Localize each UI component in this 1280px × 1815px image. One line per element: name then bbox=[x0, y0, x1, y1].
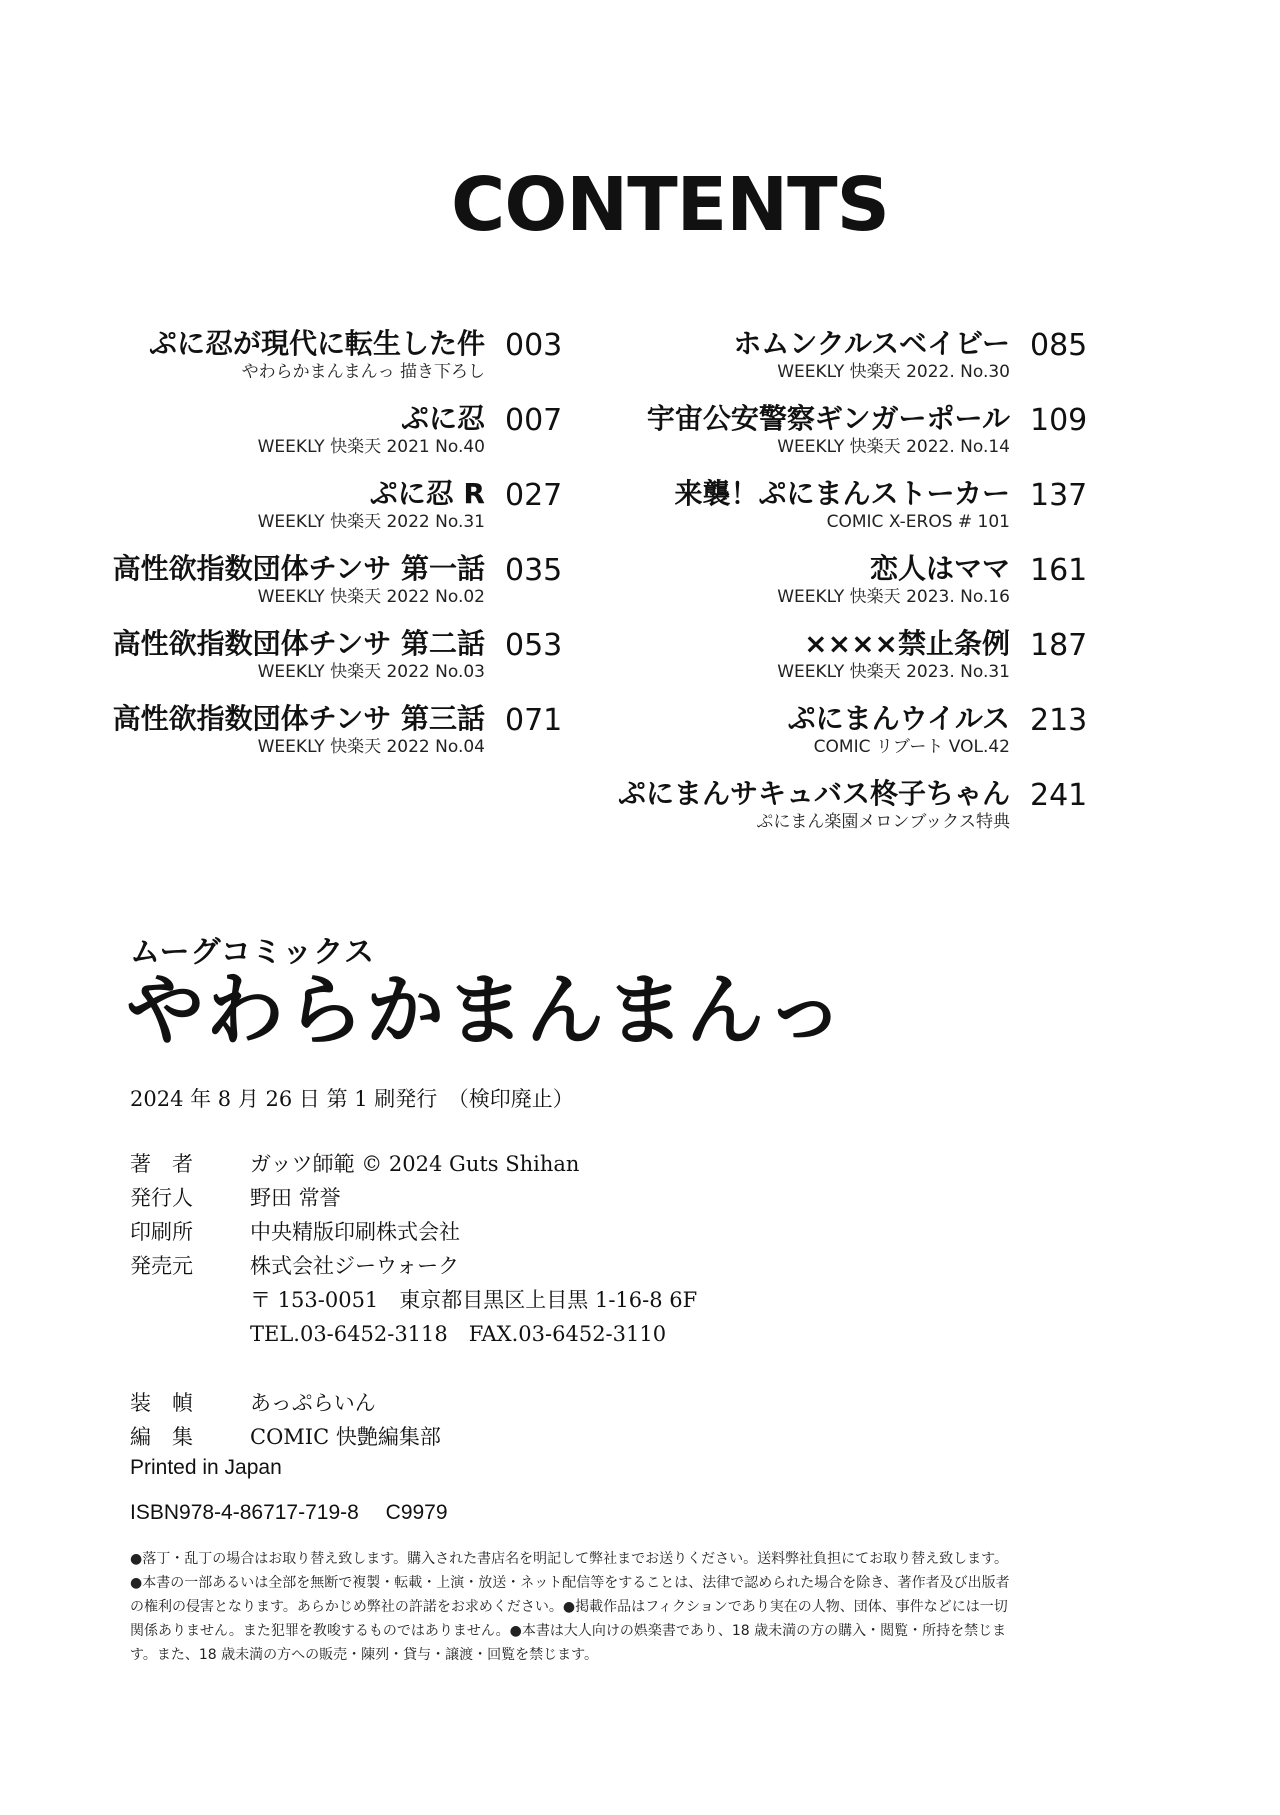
toc-entry-source: ぷにまん楽園メロンブックス特典 bbox=[756, 812, 1010, 832]
toc-entry-page: 213 bbox=[1030, 703, 1088, 738]
toc-entry-title: 高性欲指数団体チンサ 第一話 bbox=[112, 552, 485, 585]
isbn-code: ISBN978-4-86717-719-8 C9979 bbox=[130, 1501, 448, 1524]
toc-entry-page: 241 bbox=[1030, 778, 1088, 813]
toc-entry bbox=[95, 476, 575, 551]
credit-value: ガッツ師範 © 2024 Guts Shihan bbox=[250, 1152, 580, 1176]
toc-entry bbox=[600, 476, 1100, 551]
toc-entry bbox=[600, 326, 1100, 401]
toc-entry bbox=[600, 776, 1100, 851]
toc-entry-page: 035 bbox=[505, 553, 563, 588]
series-label: ムーグコミックス bbox=[130, 935, 375, 970]
credit-value: 野田 常誉 bbox=[250, 1186, 341, 1210]
credit-label: 発行人 bbox=[130, 1186, 193, 1210]
toc-entry-page: 187 bbox=[1030, 628, 1088, 663]
credit-value: 中央精版印刷株式会社 bbox=[250, 1220, 460, 1244]
toc-entry-title: 宇宙公安警察ギンガーポール bbox=[646, 402, 1010, 435]
legal-notice: ●落丁・乱丁の場合はお取り替え致します。購入された書店名を明記して弊社までお送りください。送料弊社負担にてお取り替え致します。●本書の一部あるいは全部を無断で複製・転載・上演・放送・ネット配信等をすることは、法律で認められた場合を除き、著作者及び出版者の権利の侵害となります。あらかじめ弊社の許諾をお求めください。●掲載作品はフィクションであり実在の人物、団体、事件などには一切関係ありません。また犯罪を教唆するものではありません。●本書は大人向けの娯楽書であり、18 歳未満の方の購入・閲覧・所持を禁じます。また、18 歳未満の方への販売・陳列・貸与・譲渡・回覧を禁じます。 bbox=[130, 1551, 1010, 1663]
toc-entry-source: WEEKLY 快楽天 2022 No.04 bbox=[257, 737, 485, 757]
toc-entry-page: 109 bbox=[1030, 403, 1088, 438]
credit-label: 印刷所 bbox=[130, 1220, 193, 1244]
toc-entry-source: WEEKLY 快楽天 2023. No.16 bbox=[777, 587, 1010, 607]
toc-entry-title: 高性欲指数団体チンサ 第三話 bbox=[112, 702, 485, 735]
toc-entry-title: ぷに忍 R bbox=[369, 477, 485, 510]
toc-entry-source: WEEKLY 快楽天 2022 No.31 bbox=[257, 512, 485, 532]
toc-entry-title: ぷに忍 bbox=[400, 402, 485, 435]
toc-entry-title: ぷにまんサキュバス柊子ちゃん bbox=[617, 777, 1010, 810]
toc-entry-source: COMIC リブート VOL.42 bbox=[813, 737, 1010, 757]
publisher-phone-fax: TEL.03-6452-3118 FAX.03-6452-3110 bbox=[250, 1322, 667, 1346]
toc-entry-source: WEEKLY 快楽天 2022 No.02 bbox=[257, 587, 485, 607]
toc-entry bbox=[95, 701, 575, 776]
toc-entry-source: WEEKLY 快楽天 2022. No.14 bbox=[777, 437, 1010, 457]
toc-entry bbox=[95, 326, 575, 401]
toc-entry bbox=[95, 626, 575, 701]
publication-date: 2024 年 8 月 26 日 第 1 刷発行 （検印廃止） bbox=[130, 1087, 574, 1111]
toc-entry bbox=[600, 551, 1100, 626]
toc-entry-source: WEEKLY 快楽天 2022 No.03 bbox=[257, 662, 485, 682]
toc-entry-source: やわらかまんまんっ 描き下ろし bbox=[241, 362, 485, 382]
publisher-address: 〒 153-0051 東京都目黒区上目黒 1-16-8 6F bbox=[250, 1288, 698, 1312]
toc-entry-page: 137 bbox=[1030, 478, 1088, 513]
printed-in-label: Printed in Japan bbox=[130, 1456, 282, 1479]
toc-entry-source: WEEKLY 快楽天 2022. No.30 bbox=[777, 362, 1010, 382]
credit-label: 発売元 bbox=[130, 1254, 193, 1278]
toc-entry-page: 085 bbox=[1030, 328, 1088, 363]
toc-entry bbox=[95, 401, 575, 476]
toc-entry bbox=[600, 401, 1100, 476]
contents-heading: CONTENTS bbox=[451, 162, 889, 248]
toc-entry-page: 007 bbox=[505, 403, 563, 438]
toc-entry-page: 053 bbox=[505, 628, 563, 663]
credit-label: 装 幀 bbox=[130, 1391, 193, 1415]
credit-value: COMIC 快艶編集部 bbox=[250, 1425, 441, 1449]
toc-entry-page: 071 bbox=[505, 703, 563, 738]
toc-entry-source: COMIC X-EROS # 101 bbox=[826, 512, 1010, 532]
book-title: やわらかまんまんっ bbox=[126, 966, 847, 1056]
credit-label: 著 者 bbox=[130, 1152, 193, 1176]
toc-entry bbox=[600, 626, 1100, 701]
toc-entry-title: ぷにまんウイルス bbox=[787, 702, 1010, 735]
credit-value: 株式会社ジーウォーク bbox=[250, 1254, 460, 1278]
credit-value: あっぷらいん bbox=[250, 1391, 376, 1415]
toc-entry-title: 高性欲指数団体チンサ 第二話 bbox=[112, 627, 485, 660]
toc-entry-source: WEEKLY 快楽天 2023. No.31 bbox=[777, 662, 1010, 682]
toc-entry-page: 027 bbox=[505, 478, 563, 513]
toc-entry-title: ××××禁止条例 bbox=[804, 627, 1010, 660]
toc-entry-title: ぷに忍が現代に転生した件 bbox=[148, 327, 485, 360]
toc-entry-source: WEEKLY 快楽天 2021 No.40 bbox=[257, 437, 485, 457]
toc-right-column bbox=[600, 326, 1100, 851]
toc-entry-page: 161 bbox=[1030, 553, 1088, 588]
toc-entry-title: ホムンクルスベイビー bbox=[733, 327, 1010, 360]
toc-entry-title: 来襲！ぷにまんストーカー bbox=[674, 477, 1010, 510]
credit-label: 編 集 bbox=[130, 1425, 193, 1449]
toc-entry bbox=[600, 701, 1100, 776]
toc-left-column bbox=[95, 326, 575, 776]
toc-entry-title: 恋人はママ bbox=[869, 552, 1010, 585]
toc-entry bbox=[95, 551, 575, 626]
toc-entry-page: 003 bbox=[505, 328, 563, 363]
